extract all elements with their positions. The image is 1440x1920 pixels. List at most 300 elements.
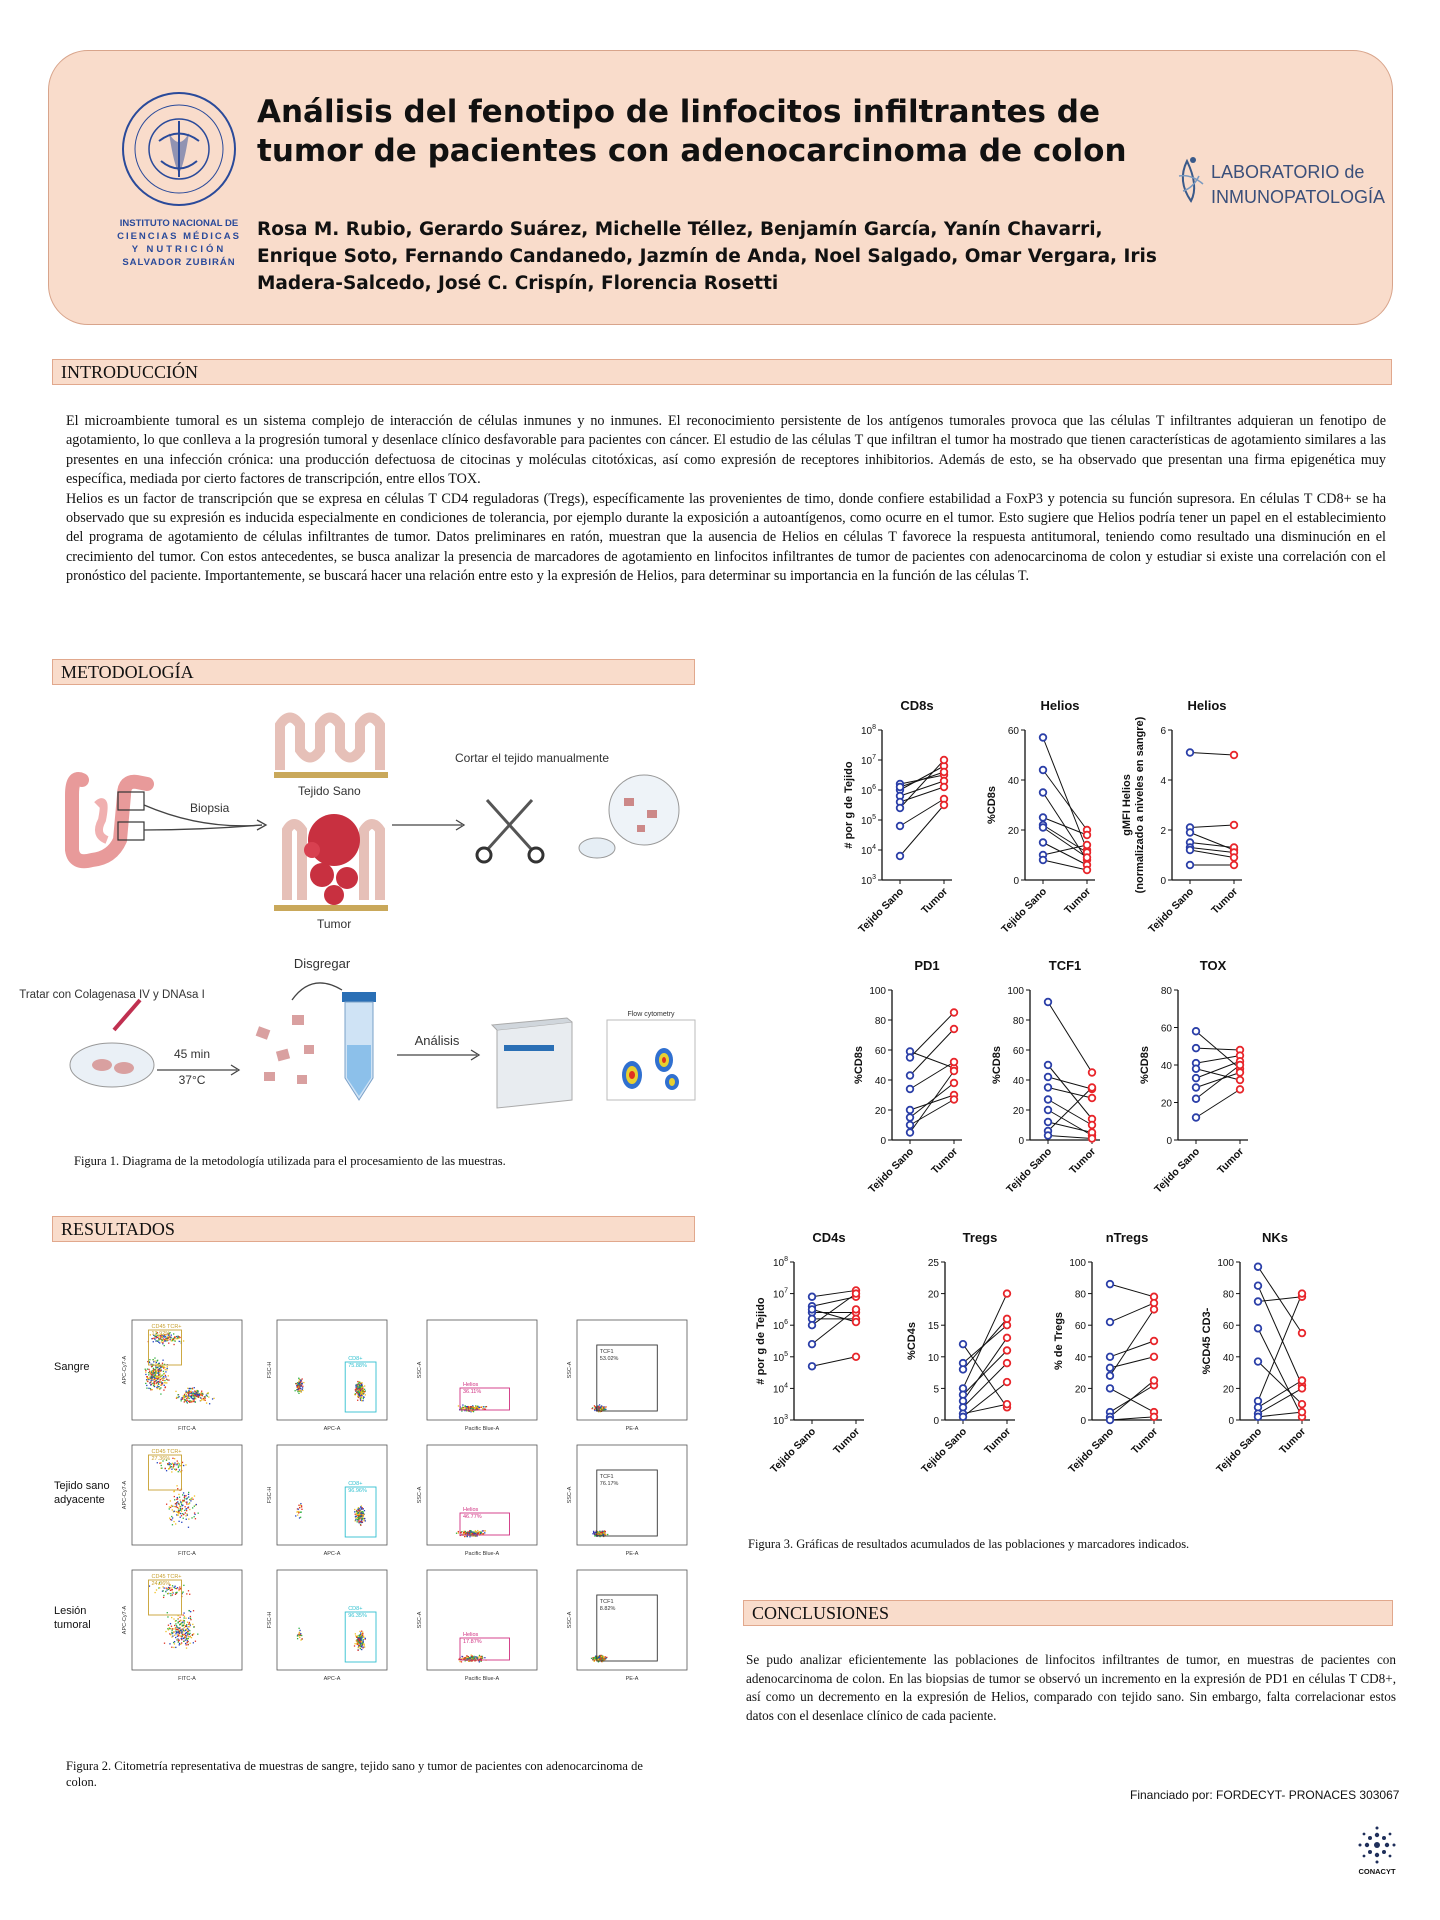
chart-point-sano <box>1193 1065 1200 1072</box>
flow-event-dot <box>153 1368 154 1369</box>
chart-x-tick-label: Tejido Sano <box>919 1425 970 1476</box>
flow-event-dot <box>178 1621 179 1622</box>
poster-authors: Rosa M. Rubio, Gerardo Suárez, Michelle Téllez, Benjamín García, Yanín Chavarri, Enrique Soto, Fernando Candanedo, Jazmín de Anda, Noel Salgado, Omar Vergara, Iris Madera-Salcedo, José C. Crispín, Florencia Rosetti <box>257 219 1157 294</box>
flow-event-dot <box>183 1465 184 1466</box>
flow-event-dot <box>469 1536 470 1537</box>
flow-plot-frame <box>277 1570 387 1670</box>
flow-event-dot <box>361 1518 362 1519</box>
chart-point-tumor <box>951 1059 958 1066</box>
flow-event-dot <box>163 1389 164 1390</box>
flow-event-dot <box>187 1396 188 1397</box>
flow-event-dot <box>297 1386 298 1387</box>
chart-point-tumor <box>941 784 948 791</box>
chart-x-tick-label: Tumor <box>1215 1145 1247 1177</box>
flow-event-dot <box>357 1650 358 1651</box>
flow-gate-name: Helios <box>463 1632 479 1638</box>
flow-event-dot <box>200 1397 201 1398</box>
flow-event-dot <box>177 1397 178 1398</box>
flow-event-dot <box>155 1371 156 1372</box>
flow-event-dot <box>361 1396 362 1397</box>
chart-point-tumor <box>1231 752 1238 759</box>
flow-event-dot <box>598 1532 599 1533</box>
flow-event-dot <box>481 1656 482 1657</box>
flow-event-dot <box>172 1517 173 1518</box>
flow-gate-name: Helios <box>463 1382 479 1388</box>
flow-event-dot <box>175 1523 176 1524</box>
flow-event-dot <box>301 1385 302 1386</box>
flow-gate-value: 96.96% <box>348 1488 367 1494</box>
flow-event-dot <box>359 1512 360 1513</box>
flow-event-dot <box>151 1380 152 1381</box>
flow-event-dot <box>357 1639 358 1640</box>
chart-point-tumor <box>1151 1338 1158 1345</box>
flow-event-dot <box>179 1505 180 1506</box>
flow-event-dot <box>178 1521 179 1522</box>
flow-event-dot <box>365 1520 366 1521</box>
flow-event-dot <box>173 1618 174 1619</box>
flow-event-dot <box>595 1535 596 1536</box>
flow-event-dot <box>151 1381 152 1382</box>
flow-gate-name: CD8+ <box>348 1481 363 1487</box>
flow-event-dot <box>354 1394 355 1395</box>
flow-event-dot <box>476 1406 477 1407</box>
flow-event-dot <box>167 1366 168 1367</box>
chart-y-label: % de Tregs <box>1053 1311 1065 1371</box>
flow-plot-ylabel: SSC-A <box>567 1486 573 1504</box>
chart-title: PD1 <box>914 958 940 973</box>
chart-y-tick-label: 80 <box>1160 986 1172 997</box>
chart-x-tick-label: Tejido Sano <box>1146 885 1197 936</box>
chart-pair-line <box>1190 850 1234 858</box>
flow-event-dot <box>355 1388 356 1389</box>
flow-event-dot <box>362 1387 363 1388</box>
flow-event-dot <box>149 1371 150 1372</box>
flow-event-dot <box>160 1367 161 1368</box>
flow-event-dot <box>162 1382 163 1383</box>
chart-point-tumor <box>1004 1347 1011 1354</box>
chart-x-tick-label: Tumor <box>1067 1145 1099 1177</box>
chart-point-sano <box>809 1363 816 1370</box>
flow-event-dot <box>461 1410 462 1411</box>
flow-event-dot <box>359 1394 360 1395</box>
flow-event-dot <box>301 1509 302 1510</box>
flow-event-dot <box>188 1638 189 1639</box>
flow-event-dot <box>593 1532 594 1533</box>
chart-point-sano <box>1040 789 1047 796</box>
flow-gate-value: 8.82% <box>599 1606 616 1612</box>
flow-event-dot <box>188 1527 189 1528</box>
chart-point-sano <box>1040 734 1047 741</box>
chart-pair-line <box>1048 1088 1092 1099</box>
chart-pair-line <box>910 1071 954 1133</box>
flow-event-dot <box>166 1382 167 1383</box>
flow-event-dot <box>185 1495 186 1496</box>
chart-point-sano <box>1193 1114 1200 1121</box>
chart-x-tick-label: Tumor <box>982 1425 1014 1457</box>
flow-event-dot <box>358 1641 359 1642</box>
chart-y-label-line: gMFI Helios <box>1121 774 1133 836</box>
flow-event-dot <box>162 1360 163 1361</box>
flow-event-dot <box>193 1642 194 1643</box>
flow-event-dot <box>153 1385 154 1386</box>
chart-point-tumor <box>1089 1122 1096 1129</box>
flow-event-dot <box>209 1403 210 1404</box>
flow-event-dot <box>357 1400 358 1401</box>
flow-event-dot <box>180 1620 181 1621</box>
flow-event-dot <box>148 1369 149 1370</box>
chart-point-sano <box>809 1341 816 1348</box>
flow-event-dot <box>162 1380 163 1381</box>
chart-point-tumor <box>1237 1086 1244 1093</box>
flow-event-dot <box>605 1534 606 1535</box>
flow-event-dot <box>202 1393 203 1394</box>
flow-event-dot <box>197 1396 198 1397</box>
flow-event-dot <box>185 1639 186 1640</box>
flow-event-dot <box>297 1514 298 1515</box>
flow-event-dot <box>164 1380 165 1381</box>
flow-event-dot <box>297 1635 298 1636</box>
flow-event-dot <box>204 1398 205 1399</box>
chart-point-tumor <box>941 769 948 776</box>
flow-event-dot <box>190 1616 191 1617</box>
flow-event-dot <box>593 1658 594 1659</box>
flow-event-dot <box>158 1378 159 1379</box>
flow-event-dot <box>356 1512 357 1513</box>
flow-event-dot <box>159 1386 160 1387</box>
chart-title: Helios <box>1187 698 1227 713</box>
chart-point-tumor <box>1299 1401 1306 1408</box>
flow-plot-ylabel: FSC-H <box>267 1361 273 1379</box>
flow-event-dot <box>483 1530 484 1531</box>
flow-event-dot <box>360 1516 361 1517</box>
flow-event-dot <box>183 1518 184 1519</box>
chart-y-tick-exponent: 6 <box>784 1319 788 1327</box>
flow-event-dot <box>176 1504 177 1505</box>
flow-event-dot <box>186 1635 187 1636</box>
flow-plot-ylabel: SSC-A <box>417 1611 423 1629</box>
chart-point-tumor <box>1237 1062 1244 1069</box>
flow-event-dot <box>162 1342 163 1343</box>
flow-event-dot <box>176 1464 177 1465</box>
chart-point-tumor <box>1084 832 1091 839</box>
chart-y-tick-label: $10^3$ <box>860 874 876 887</box>
flow-gate-name: TCF1 <box>599 1474 614 1480</box>
chart-y-tick-label: 60 <box>1074 1321 1086 1333</box>
flow-event-dot <box>177 1507 178 1508</box>
flow-event-dot <box>171 1506 172 1507</box>
flow-event-dot <box>160 1462 161 1463</box>
flow-event-dot <box>187 1634 188 1635</box>
flow-event-dot <box>187 1622 188 1623</box>
chart-point-sano <box>1107 1372 1114 1379</box>
chart-y-tick-label: $10^5$ <box>860 814 876 827</box>
flow-event-dot <box>166 1338 167 1339</box>
chart-point-tumor <box>951 1009 958 1016</box>
flow-gate-value: 75.88% <box>348 1363 367 1369</box>
flow-event-dot <box>185 1396 186 1397</box>
funding-text: Financiado por: FORDECYT- PRONACES 303067 <box>1130 1788 1400 1802</box>
flow-event-dot <box>354 1509 355 1510</box>
flow-event-dot <box>195 1398 196 1399</box>
flow-event-dot <box>169 1338 170 1339</box>
chart-y-tick-label: 80 <box>1222 1289 1234 1301</box>
chart-point-tumor <box>1237 1069 1244 1076</box>
flow-event-dot <box>165 1468 166 1469</box>
flow-event-dot <box>164 1373 165 1374</box>
cytometer-illustration <box>492 1018 572 1108</box>
figure-2-caption: Figura 2. Citometría representativa de muestras de sangre, tejido sano y tumor de pacientes con adenocarcinoma de colon. <box>66 1759 643 1789</box>
flow-event-dot <box>164 1378 165 1379</box>
flow-event-dot <box>164 1345 165 1346</box>
flow-event-dot <box>361 1400 362 1401</box>
flow-event-dot <box>164 1341 165 1342</box>
flow-event-dot <box>191 1517 192 1518</box>
flow-event-dot <box>171 1630 172 1631</box>
flow-event-dot <box>145 1374 146 1375</box>
tube-illustration <box>342 992 376 1100</box>
flow-event-dot <box>605 1658 606 1659</box>
flow-event-dot <box>190 1611 191 1612</box>
flow-event-dot <box>163 1590 164 1591</box>
flow-event-dot <box>171 1647 172 1648</box>
chart-point-tumor <box>853 1306 860 1313</box>
flow-event-dot <box>458 1532 459 1533</box>
chart-6 <box>755 1230 864 1476</box>
chart-point-tumor <box>1004 1290 1011 1297</box>
chart-y-tick-label: $10^3$ <box>772 1414 788 1427</box>
chart-7 <box>906 1230 1015 1476</box>
flow-event-dot <box>185 1508 186 1509</box>
chart-point-tumor <box>1089 1069 1096 1076</box>
flow-event-dot <box>172 1592 173 1593</box>
flow-event-dot <box>189 1622 190 1623</box>
flow-event-dot <box>189 1623 190 1624</box>
flow-event-dot <box>185 1618 186 1619</box>
flow-event-dot <box>154 1379 155 1380</box>
flow-event-dot <box>594 1410 595 1411</box>
flow-gate-name: CD45 TCR+ <box>151 1449 182 1455</box>
flow-event-dot <box>468 1406 469 1407</box>
flow-event-dot <box>192 1507 193 1508</box>
disgregar-label: Disgregar <box>293 956 351 971</box>
chart-y-tick-label: 25 <box>927 1258 939 1269</box>
flow-event-dot <box>354 1645 355 1646</box>
flow-event-dot <box>175 1633 176 1634</box>
flow-plot-frame <box>277 1445 387 1545</box>
flow-event-dot <box>190 1636 191 1637</box>
chart-y-tick-label: 0 <box>1013 876 1019 887</box>
flow-event-dot <box>165 1369 166 1370</box>
flow-event-dot <box>188 1492 189 1493</box>
flow-event-dot <box>158 1371 159 1372</box>
flow-event-dot <box>360 1392 361 1393</box>
flow-event-dot <box>147 1376 148 1377</box>
tumor-illustration <box>274 814 388 911</box>
flow-event-dot <box>152 1371 153 1372</box>
chart-y-tick-label: 80 <box>874 1016 886 1027</box>
flow-event-dot <box>155 1367 156 1368</box>
chart-pair-line <box>1048 1136 1092 1139</box>
flow-event-dot <box>198 1513 199 1514</box>
flow-event-dot <box>363 1639 364 1640</box>
flow-event-dot <box>176 1625 177 1626</box>
chart-y-tick-exponent: 7 <box>872 754 876 761</box>
flow-row-label: Sangre <box>54 1361 90 1373</box>
chart-point-tumor <box>1151 1306 1158 1313</box>
flow-event-dot <box>178 1504 179 1505</box>
flow-plot-xlabel: PE-A <box>625 1551 639 1557</box>
chart-y-tick-label: 40 <box>1012 1076 1024 1087</box>
section-methods-header: METODOLOGÍA <box>52 659 695 685</box>
flow-event-dot <box>186 1502 187 1503</box>
flow-event-dot <box>302 1386 303 1387</box>
scissors-icon <box>477 800 543 862</box>
flow-event-dot <box>175 1620 176 1621</box>
flow-event-dot <box>171 1466 172 1467</box>
cortar-label <box>455 751 609 765</box>
chart-x-tick-label: Tumor <box>929 1145 961 1177</box>
flow-event-dot <box>157 1388 158 1389</box>
flow-event-dot <box>169 1506 170 1507</box>
flow-plot-illustration <box>607 1011 695 1100</box>
flow-event-dot <box>183 1585 184 1586</box>
flow-event-dot <box>364 1518 365 1519</box>
chart-point-tumor <box>1231 862 1238 869</box>
flow-event-dot <box>186 1394 187 1395</box>
flow-event-dot <box>171 1464 172 1465</box>
flow-event-dot <box>175 1592 176 1593</box>
conacyt-emblem-icon <box>1354 1825 1400 1865</box>
flow-event-dot <box>157 1385 158 1386</box>
flow-event-dot <box>484 1408 485 1409</box>
flow-event-dot <box>160 1369 161 1370</box>
flow-event-dot <box>364 1385 365 1386</box>
flow-event-dot <box>163 1367 164 1368</box>
time-label: 45 min <box>173 1047 211 1061</box>
chart-point-tumor <box>951 1080 958 1087</box>
chart-y-tick-exponent: 5 <box>784 1350 788 1358</box>
flow-event-dot <box>182 1634 183 1635</box>
flow-event-dot <box>160 1366 161 1367</box>
flow-event-dot <box>160 1338 161 1339</box>
flow-event-dot <box>195 1401 196 1402</box>
flow-event-dot <box>480 1657 481 1658</box>
flow-plot-xlabel: FITC-A <box>178 1426 196 1432</box>
flow-event-dot <box>155 1340 156 1341</box>
flow-event-dot <box>355 1517 356 1518</box>
chart-x-tick-label: Tejido Sano <box>1066 1425 1117 1476</box>
chart-point-tumor <box>1089 1084 1096 1091</box>
chart-0 <box>843 698 952 936</box>
chart-y-label: # por g de Tejido <box>755 1297 767 1385</box>
flow-event-dot <box>156 1340 157 1341</box>
flow-event-dot <box>154 1377 155 1378</box>
flow-event-dot <box>175 1629 176 1630</box>
flow-event-dot <box>203 1398 204 1399</box>
flow-event-dot <box>146 1388 147 1389</box>
flow-event-dot <box>298 1393 299 1394</box>
flow-event-dot <box>467 1536 468 1537</box>
chart-y-tick-label: 100 <box>1007 986 1024 997</box>
flow-event-dot <box>169 1628 170 1629</box>
flow-event-dot <box>607 1534 608 1535</box>
flow-event-dot <box>483 1406 484 1407</box>
flow-event-dot <box>145 1370 146 1371</box>
flow-event-dot <box>179 1644 180 1645</box>
flow-event-dot <box>172 1635 173 1636</box>
chart-point-tumor <box>1084 867 1091 874</box>
flow-event-dot <box>187 1633 188 1634</box>
flow-event-dot <box>177 1632 178 1633</box>
flow-event-dot <box>177 1460 178 1461</box>
flow-event-dot <box>171 1516 172 1517</box>
flow-event-dot <box>173 1333 174 1334</box>
chart-point-tumor <box>853 1290 860 1297</box>
chart-point-tumor <box>853 1319 860 1326</box>
digestion-dish-illustration <box>70 1000 154 1087</box>
flow-gate-name: Helios <box>463 1507 479 1513</box>
chart-pair-line <box>900 772 944 787</box>
flow-event-dot <box>150 1378 151 1379</box>
flow-event-dot <box>478 1408 479 1409</box>
flow-event-dot <box>194 1397 195 1398</box>
poster-title: Análisis del fenotipo de linfocitos infiltrantes de tumor de pacientes con adenocarcinoma de colon <box>257 94 1127 169</box>
flow-event-dot <box>177 1512 178 1513</box>
flow-event-dot <box>479 1532 480 1533</box>
flow-event-dot <box>466 1532 467 1533</box>
flow-event-dot <box>156 1377 157 1378</box>
flow-event-dot <box>161 1375 162 1376</box>
flow-event-dot <box>176 1629 177 1630</box>
flow-event-dot <box>163 1597 164 1598</box>
flow-event-dot <box>302 1378 303 1379</box>
chart-point-sano <box>1045 999 1052 1006</box>
flow-event-dot <box>191 1397 192 1398</box>
flow-event-dot <box>482 1408 483 1409</box>
flow-event-dot <box>164 1385 165 1386</box>
chart-y-tick-exponent: 3 <box>784 1414 788 1421</box>
flow-event-dot <box>192 1624 193 1625</box>
flow-plot-ylabel: SSC-A <box>417 1361 423 1379</box>
flow-gate-name: CD45 TCR+ <box>151 1324 182 1330</box>
flow-event-dot <box>470 1660 471 1661</box>
flow-event-dot <box>185 1512 186 1513</box>
flow-event-dot <box>175 1627 176 1628</box>
chart-point-sano <box>907 1107 914 1114</box>
flow-event-dot <box>461 1656 462 1657</box>
flow-event-dot <box>195 1518 196 1519</box>
flow-event-dot <box>169 1464 170 1465</box>
flow-event-dot <box>601 1656 602 1657</box>
flow-event-dot <box>184 1399 185 1400</box>
chart-point-sano <box>907 1129 914 1136</box>
chart-y-tick-label: 20 <box>1007 826 1019 837</box>
tratar-label: Tratar con Colagenasa IV y DNAsa I <box>19 989 205 1001</box>
flow-event-dot <box>174 1511 175 1512</box>
flow-event-dot <box>301 1635 302 1636</box>
chart-point-tumor <box>1151 1354 1158 1361</box>
flow-event-dot <box>149 1362 150 1363</box>
flow-event-dot <box>176 1469 177 1470</box>
flow-event-dot <box>594 1661 595 1662</box>
flow-event-dot <box>196 1392 197 1393</box>
chart-point-tumor <box>1231 854 1238 861</box>
chart-y-tick-label: $10^6$ <box>772 1319 788 1333</box>
chart-y-label: # por g de Tejido <box>843 761 855 849</box>
flow-gate-name: CD8+ <box>348 1356 363 1362</box>
flow-event-dot <box>189 1633 190 1634</box>
flow-event-dot <box>181 1638 182 1639</box>
